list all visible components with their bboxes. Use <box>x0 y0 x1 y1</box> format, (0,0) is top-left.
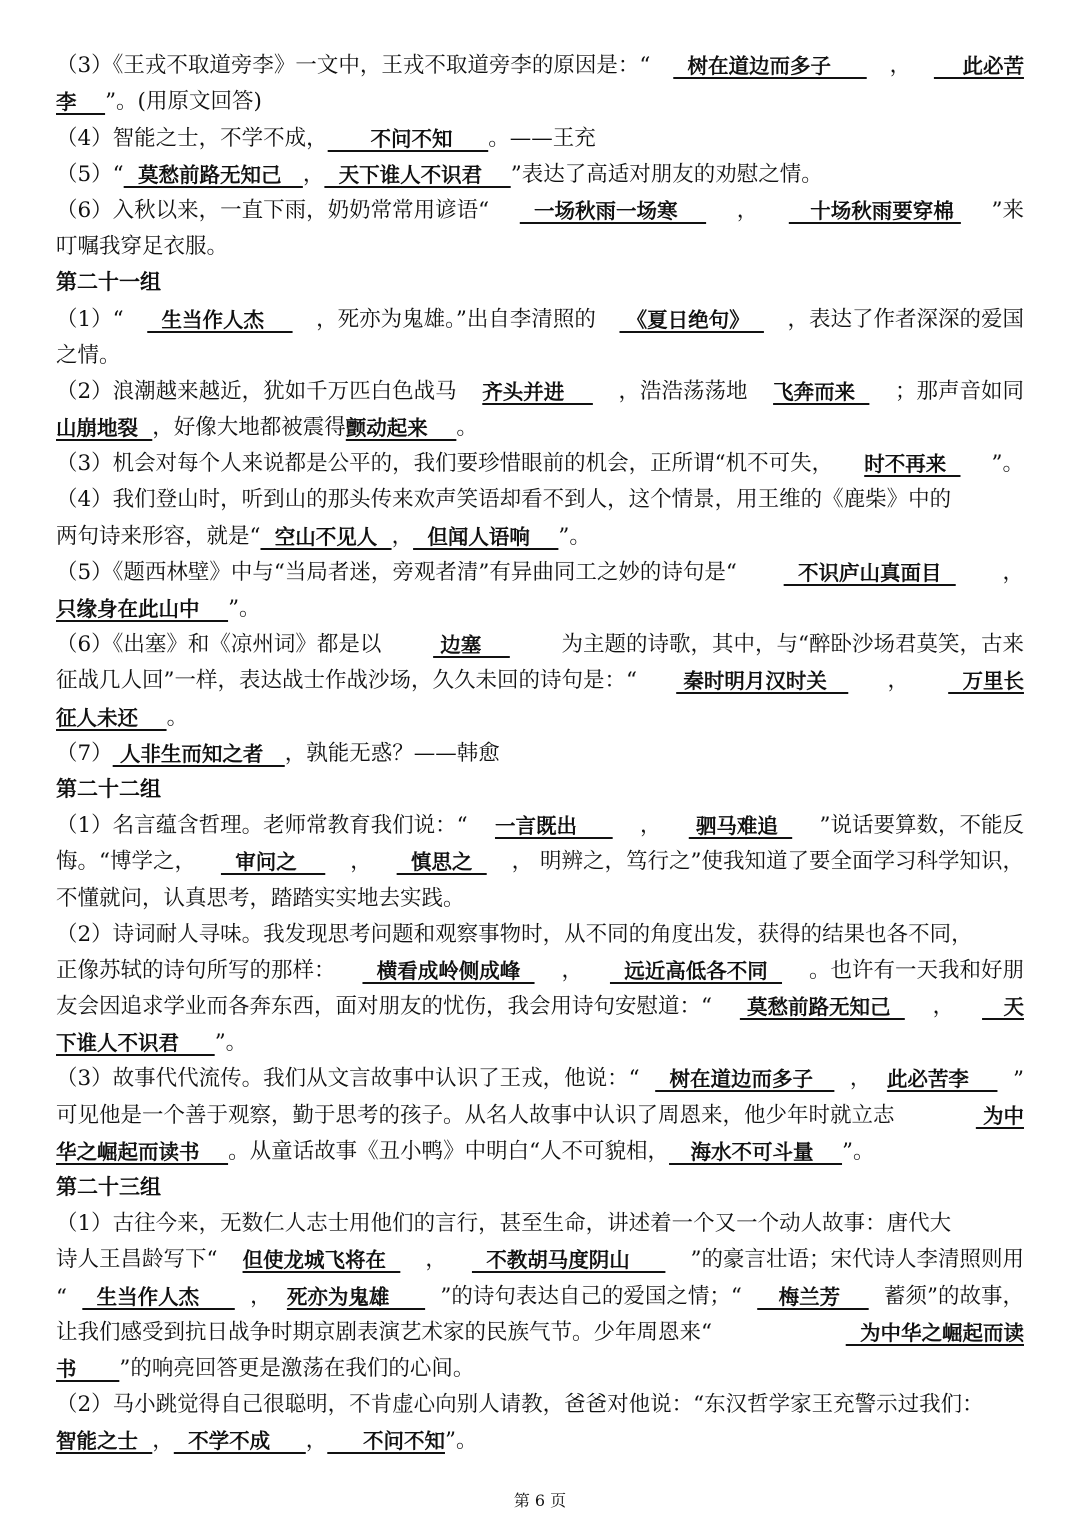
text-line <box>56 79 1024 115</box>
text-segment: ，浩浩荡荡地 <box>618 378 748 404</box>
answer-blank: 生当作人杰 <box>82 1284 235 1309</box>
text-segment: ， <box>561 957 583 983</box>
answer-blank: 空山不见人 <box>260 524 392 549</box>
text-segment: 。 <box>166 704 189 730</box>
text-segment: （4）我们登山时，听到山的那头传来欢声笑语却看不到人，这个情景，用王维的《鹿柴》中的 <box>56 487 952 513</box>
answer-blank: 李 <box>56 90 106 115</box>
text-segment: ”。(用原文回答) <box>105 89 262 115</box>
text-segment: ”。 <box>228 596 261 621</box>
answer-blank: 征人未还 <box>56 705 167 730</box>
answer-blank: 《夏日绝句》 <box>619 307 764 332</box>
text-segment: 第二十二组 <box>56 776 161 801</box>
text-segment: ， <box>425 1247 447 1273</box>
text-segment: 叮嘱我穿足衣服。 <box>56 234 229 260</box>
text-segment: 悔。“博学之， <box>56 849 196 875</box>
text-segment: ， <box>391 523 414 549</box>
answer-blank: 天下谁人不识君 <box>324 162 511 187</box>
answer-blank: 但闻人语响 <box>413 524 559 549</box>
answer-blank: 不教胡马度阴山 <box>471 1248 666 1273</box>
text-segment: 征战几人回”一样，表达战士作战沙场，久久未回的诗句是：“ <box>56 668 637 694</box>
answer-blank: 为中华之崛起而读 <box>845 1320 1024 1345</box>
answer-blank: 横看成岭侧成峰 <box>362 958 535 983</box>
text-segment: ，好像大地都被震得 <box>152 415 346 441</box>
text-segment: （6）《出塞》和《凉州词》都是以 <box>56 632 382 658</box>
text-segment: ”的响亮回答更是激荡在我们的心间。 <box>119 1355 475 1381</box>
text-line <box>56 658 1024 694</box>
text-segment: ， <box>887 668 909 694</box>
text-segment: ” <box>1012 1067 1024 1093</box>
text-line <box>56 224 1024 260</box>
text-segment: 为主题的诗歌，其中，与“醉卧沙场君莫笑，古来 <box>561 632 1024 658</box>
answer-blank: 树在道边而多子 <box>673 54 867 79</box>
answer-blank: 海水不可斗量 <box>669 1139 843 1164</box>
text-segment: ， <box>736 197 759 223</box>
answer-blank: 树在道边而多子 <box>655 1067 835 1092</box>
text-segment: ”说话要算数，不能反 <box>819 813 1024 839</box>
text-line <box>56 803 1024 839</box>
text-line <box>56 477 1024 513</box>
answer-blank: 天 <box>982 995 1024 1020</box>
text-segment: 诗人王昌龄写下“ <box>56 1247 218 1273</box>
text-line <box>56 188 1024 224</box>
answer-blank: 梅兰芳 <box>757 1284 869 1309</box>
text-line <box>56 586 1024 622</box>
text-segment: ， 明辨之，笃行之”使我知道了要全面学习科学知识， <box>511 849 1024 875</box>
text-segment: 之情。 <box>56 342 121 368</box>
document-body <box>56 43 1024 1454</box>
text-line <box>56 984 1024 1020</box>
text-line <box>56 912 1024 948</box>
answer-blank: 智能之士 <box>56 1429 153 1454</box>
text-segment: （1）古往今来，无数仁人志士用他们的言行，甚至生命，讲述着一个又一个动人故事：唐代大 <box>56 1211 952 1237</box>
text-segment: （3）机会对每个人来说都是公平的，我们要珍惜眼前的机会，正所谓“机不可失， <box>56 451 834 477</box>
text-line <box>56 731 1024 767</box>
text-segment: ， <box>250 1283 272 1309</box>
text-segment: 第二十三组 <box>56 1175 161 1199</box>
text-segment: （2）诗词耐人寻味。我发现思考问题和观察事物时，从不同的角度出发，获得的结果也各不同， <box>56 921 973 947</box>
text-segment: ”。 <box>214 1030 248 1056</box>
text-segment: ， <box>639 813 662 839</box>
answer-blank: 山崩地裂 <box>56 416 153 441</box>
answer-blank: 驷马难追 <box>688 814 793 839</box>
answer-blank: 华之崛起而读书 <box>56 1139 229 1164</box>
text-line <box>56 115 1024 151</box>
answer-blank: 不问不知 <box>327 126 489 151</box>
answer-blank: 书 <box>56 1356 120 1381</box>
page-number: 第 6 页 <box>513 1491 567 1510</box>
text-line <box>56 405 1024 441</box>
text-segment: （2）浪潮越来越近，犹如千万匹白色战马 <box>56 378 457 404</box>
answer-blank: 莫愁前路无知己 <box>123 162 303 187</box>
text-line <box>56 1346 1024 1382</box>
answer-blank: 慎思之 <box>396 850 487 875</box>
answer-blank: 不识庐山真面目 <box>783 560 956 585</box>
answer-blank: 齐头并进 <box>482 379 593 404</box>
text-line <box>56 1418 1024 1454</box>
text-segment: ，孰能无惑？——韩愈 <box>284 740 500 766</box>
text-line <box>56 622 1024 658</box>
text-line <box>56 948 1024 984</box>
text-segment: （3）《王戎不取道旁李》一文中，王戎不取道旁李的原因是：“ <box>56 53 651 79</box>
text-segment: ， <box>932 994 955 1020</box>
answer-blank: 下谁人不识君 <box>56 1031 215 1056</box>
answer-blank: 只缘身在此山中 <box>56 597 229 621</box>
text-line <box>56 1237 1024 1273</box>
text-line <box>56 43 1024 79</box>
text-segment: 。也许有一天我和好朋 <box>808 957 1024 983</box>
text-segment: ，死亦为鬼雄。”出自李清照的 <box>316 306 596 332</box>
text-segment: 两句诗来形容，就是“ <box>56 523 261 549</box>
text-segment: （1）“ <box>56 306 124 332</box>
answer-blank: 为中 <box>975 1103 1024 1128</box>
text-segment: 蓄须”的故事， <box>884 1283 1024 1309</box>
text-line <box>56 1310 1024 1346</box>
text-segment: ”表达了高适对朋友的劝慰之情。 <box>510 161 823 187</box>
answer-blank: 人非生而知之者 <box>112 741 285 766</box>
text-segment: 可见他是一个善于观察，勤于思考的孩子。从名人故事中认识了周恩来，他少年时就立志 <box>56 1102 895 1128</box>
text-segment: （5）《题西林壁》中与“当局者迷，旁观者清”有异曲同工之妙的诗句是“ <box>56 559 737 585</box>
text-segment: ， <box>152 1428 174 1454</box>
answer-blank: 不学不成 <box>173 1429 306 1454</box>
text-segment: ”。 <box>991 451 1024 477</box>
text-segment: （1）名言蕴含哲理。老师常教育我们说：“ <box>56 813 468 839</box>
answer-blank: 死亦为鬼雄 <box>286 1284 426 1309</box>
text-line <box>56 513 1024 549</box>
text-segment: ；那声音如同 <box>894 378 1024 404</box>
text-line <box>56 1020 1024 1056</box>
text-segment: 第二十一组 <box>56 270 161 295</box>
answer-blank: 远近高低各不同 <box>609 958 783 983</box>
section-heading <box>56 1165 1024 1201</box>
text-segment: ”的豪言壮语；宋代诗人李清照则用 <box>690 1247 1024 1273</box>
text-line <box>56 1273 1024 1309</box>
text-segment: （3）故事代代流传。我们从文言故事中认识了王戎，他说：“ <box>56 1066 640 1092</box>
text-line <box>56 839 1024 875</box>
text-segment: （2）马小跳觉得自己很聪明，不肯虚心向别人请教，爸爸对他说：“东汉哲学家王充警示过我们： <box>56 1392 984 1418</box>
text-line <box>56 441 1024 477</box>
text-line <box>56 333 1024 369</box>
answer-blank: 万里长 <box>948 669 1024 694</box>
text-segment: “ <box>56 1284 67 1310</box>
text-line <box>56 875 1024 911</box>
answer-blank: 秦时明月汉时关 <box>676 669 849 694</box>
section-heading <box>56 260 1024 296</box>
answer-blank: 一场秋雨一场寒 <box>519 198 707 223</box>
text-segment: 。 <box>456 415 478 441</box>
text-segment: ， <box>889 53 912 79</box>
answer-blank: 飞奔而来 <box>773 379 870 404</box>
answer-blank: 此必苦李 <box>886 1067 998 1092</box>
text-line <box>56 1056 1024 1092</box>
answer-blank: 生当作人杰 <box>147 307 293 332</box>
answer-blank: 不问不知 <box>327 1429 445 1454</box>
text-segment: 让我们感受到抗日战争时期京剧表演艺术家的民族气节。少年周恩来“ <box>56 1319 712 1345</box>
text-segment: ，表达了作者深深的爱国 <box>787 306 1024 332</box>
text-line <box>56 1129 1024 1165</box>
answer-blank: 颤动起来 <box>345 416 457 441</box>
text-line <box>56 550 1024 586</box>
text-line <box>56 1382 1024 1418</box>
text-segment: 友会因追求学业而各奔东西，面对朋友的忧伤，我会用诗句安慰道：“ <box>56 994 712 1020</box>
text-segment: （4）智能之士，不学不成， <box>56 125 328 151</box>
text-segment: 。从童话故事《丑小鸭》中明白“人不可貌相， <box>228 1138 670 1164</box>
section-heading <box>56 767 1024 803</box>
text-line <box>56 152 1024 188</box>
text-segment: （5）“ <box>56 161 124 187</box>
text-segment: ”。 <box>842 1138 875 1164</box>
answer-blank: 十场秋雨要穿棉 <box>788 198 961 223</box>
text-segment: ”的诗句表达自己的爱国之情；“ <box>440 1283 742 1309</box>
text-line <box>56 694 1024 730</box>
text-segment: ”。 <box>444 1428 478 1454</box>
text-segment: （7） <box>56 740 113 766</box>
text-segment: ， <box>849 1066 872 1092</box>
answer-blank: 时不再来 <box>864 452 961 477</box>
text-segment: 。——王充 <box>488 125 596 151</box>
text-segment: 不懂就问，认真思考，踏踏实实地去实践。 <box>56 885 465 911</box>
text-segment: ”来 <box>991 197 1024 223</box>
text-line <box>56 1201 1024 1237</box>
answer-blank: 莫愁前路无知己 <box>739 995 905 1020</box>
text-segment: ， <box>302 161 325 187</box>
answer-blank: 一言既出 <box>494 814 613 839</box>
text-segment: （6）入秋以来，一直下雨，奶奶常常用谚语“ <box>56 197 490 223</box>
answer-blank: 此必苦 <box>933 54 1024 79</box>
text-segment: ”。 <box>558 523 591 549</box>
text-segment: ， <box>1002 559 1024 585</box>
text-line <box>56 296 1024 332</box>
text-line <box>56 369 1024 405</box>
text-segment: 正像苏轼的诗句所写的那样： <box>56 957 336 983</box>
text-line <box>56 1092 1024 1128</box>
text-segment: ， <box>350 849 372 875</box>
answer-blank: 审问之 <box>220 850 326 875</box>
answer-blank: 但使龙城飞将在 <box>242 1248 401 1273</box>
text-segment: ， <box>305 1428 328 1454</box>
answer-blank: 边塞 <box>433 633 510 658</box>
